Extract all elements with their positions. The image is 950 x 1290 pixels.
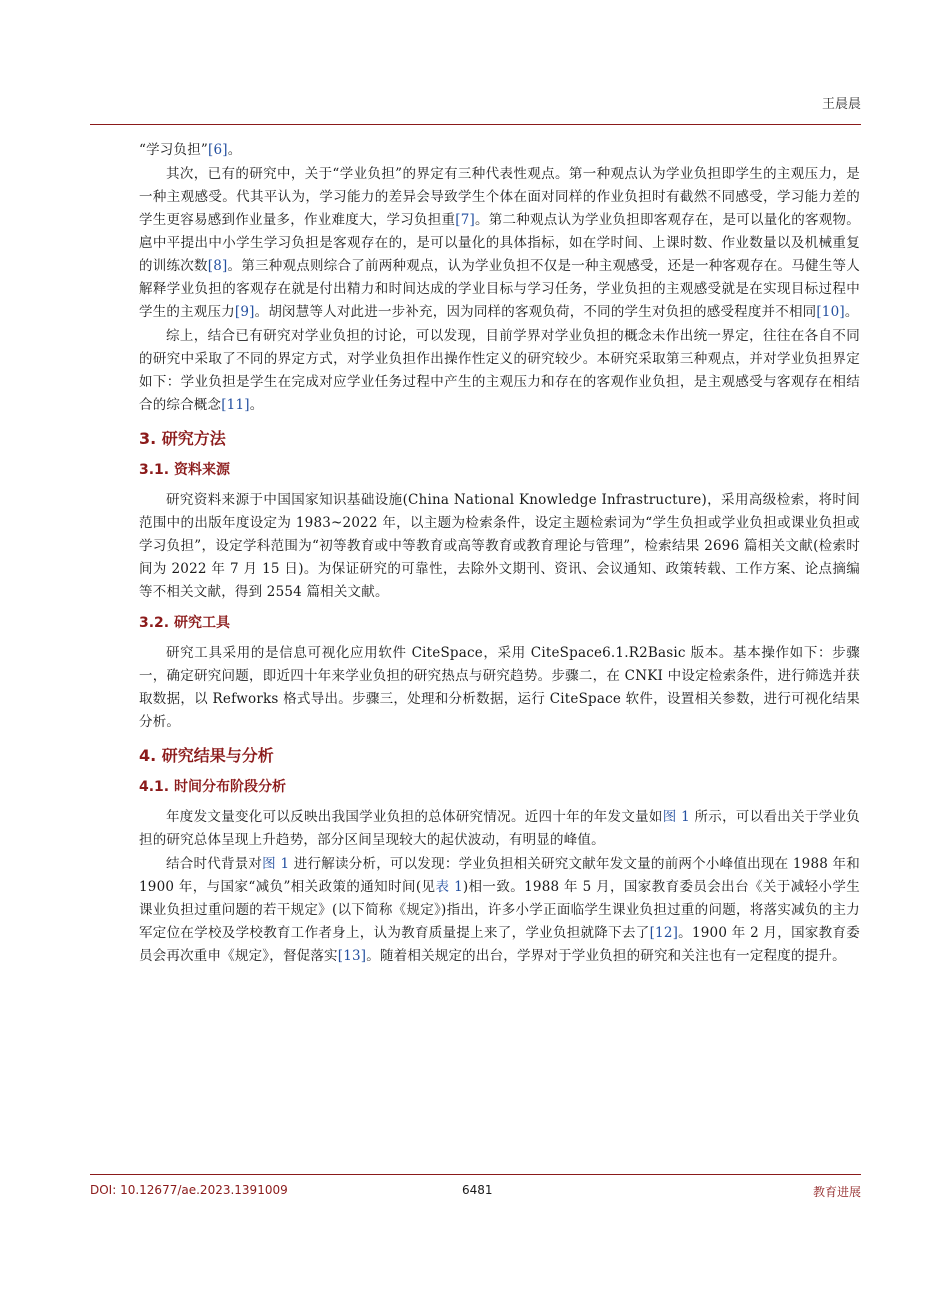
running-header-author: 王晨晨 [821,97,861,112]
text-run: 综上，结合已有研究对学业负担的讨论，可以发现，目前学界对学业负担的概念未作出统一界定，往往在各自不同的研究中采取了不同的界定方式，对学业负担作出操作性定义的研究较少。本研究采取第三种观点，并对学业负担界定如下：学业负担是学生在完成对应学业任务过程中产生的主观压力和存在的客观作业负担，是主观感受与客观存在相结合的综合概念 [139,328,860,413]
text-run: 。 [844,304,859,320]
paragraph-annual-output [139,806,860,852]
citation-link[interactable]: [12] [649,925,679,941]
text-run: 年度发文量变化可以反映出我国学业负担的总体研究情况。近四十年的年发文量如 [166,809,663,825]
citation-link[interactable]: [6] [208,142,228,158]
text-run: 。第三种观点则综合了前两种观点，认为学业负担不仅是一种主观感受，还是一种客观存在。马健生等人解释学业负担的客观存在就是付出精力和时间达成的学业目标与学习任务，学业负担的主观感受就是在实现目标过程中学生的主观压力 [139,258,861,320]
subsection-heading-time-distribution: 4.1. 时间分布阶段分析 [139,779,286,795]
section-heading-results: 4. 研究结果与分析 [139,746,274,765]
text-run: 。1900 年 2 月，国家教育委员会再次重申《规定》，督促落实 [139,925,860,964]
section-heading-methods: 3. 研究方法 [139,429,226,448]
subsection-heading-tools: 3.2. 研究工具 [139,615,230,631]
text-run: 其次，已有的研究中，关于“学业负担”的界定有三种代表性观点。第一种观点认为学业负担即学生的主观压力，是一种主观感受。代其平认为，学习能力的差异会导致学生个体在面对同样的作业负担时有截然不同感受，学习能力差的学生更容易感到作业量多，作业难度大，学习负担重 [139,166,860,228]
citation-link[interactable]: [9] [234,304,255,320]
text-run: 。 [227,142,242,158]
paragraph-continuation [139,139,860,162]
footer-page-number: 6481 [462,1183,493,1197]
paragraph-tools: 研究工具采用的是信息可视化应用软件 CiteSpace，采用 CiteSpace6.1.R2Basic 版本。基本操作如下：步骤一，确定研究问题，即近四十年来学业负担的研究热点与研究趋势。步骤二，在 CNKI 中设定检索条件，进行筛选并获取数据，以 Refworks 格式导出。步骤三，处理和分析数据，运行 CiteSpace 软件，设置相关参数，进行可视化结果分析。 [139,645,860,730]
citation-link[interactable]: [11] [221,397,250,413]
text-run: 结合时代背景对 [166,856,263,872]
paragraph-sources: 研究资料来源于中国国家知识基础设施(China National Knowledge Infrastructure)，采用高级检索，将时间范围中的出版年度设定为 1983~2022 年，以主题为检索条件，设定主题检索词为“学生负担或学业负担或课业负担或学习负担”，设定学科范围为“初等教育或中等教育或高等教育或教育理论与管理”，检索结果 2696 篇相关文献(检索时间为 2022 年 7 月 15 日)。为保证研究的可靠性，去除外文期刊、资讯、会议通知、政策转载、工作方案、论点摘编等不相关文献，得到 2554 篇相关文献。 [139,492,860,600]
subsection-heading-sources: 3.1. 资料来源 [139,462,230,478]
figure-link[interactable]: 图 1 [662,809,690,825]
text-run: 。胡闵慧等人对此进一步补充，因为同样的客观负荷，不同的学生对负担的感受程度并不相同 [254,304,817,320]
paragraph-summary [139,325,860,417]
footer-rule [90,1174,861,1175]
paragraph-definitions [139,163,860,324]
citation-link[interactable]: [13] [337,948,367,964]
figure-link[interactable]: 图 1 [262,856,290,872]
footer-journal-name[interactable]: 教育进展 [812,1185,861,1199]
text-run: “学习负担” [139,142,209,158]
text-run: 进行解读分析，可以发现：学业负担相关研究文献年发文量的前两个小峰值出现在 1988 年和 1900 年，与国家“减负”相关政策的通知时间(见 [139,856,860,895]
paragraph-analysis [139,853,860,968]
citation-link[interactable]: [8] [207,258,228,274]
table-link[interactable]: 表 1 [435,879,463,895]
text-run: )相一致。1988 年 5 月，国家教育委员会出台《关于减轻小学生课业负担过重问题的若干规定》(以下简称《规定》)指出，许多小学正面临学生课业负担过重的问题，将落实减负的主力军定位在学校及学校教育工作者身上，认为教育质量提上来了，学业负担就降下去了 [139,879,861,941]
text-run: 所示，可以看出关于学业负担的研究总体呈现上升趋势，部分区间呈现较大的起伏波动，有明显的峰值。 [139,809,860,848]
footer-doi-link[interactable]: DOI: 10.12677/ae.2023.1391009 [90,1183,288,1197]
header-rule [90,124,861,125]
text-run: 。 [249,397,264,413]
citation-link[interactable]: [7] [455,212,475,228]
citation-link[interactable]: [10] [816,304,845,320]
text-run: 。随着相关规定的出台，学界对于学业负担的研究和关注也有一定程度的提升。 [366,948,846,964]
text-run: 。第二种观点认为学业负担即客观存在，是可以量化的客观物。扈中平提出中小学生学习负担是客观存在的，是可以量化的具体指标，如在学时间、上课时数、作业数量以及机械重复的训练次数 [139,212,860,274]
article-body [139,139,860,968]
